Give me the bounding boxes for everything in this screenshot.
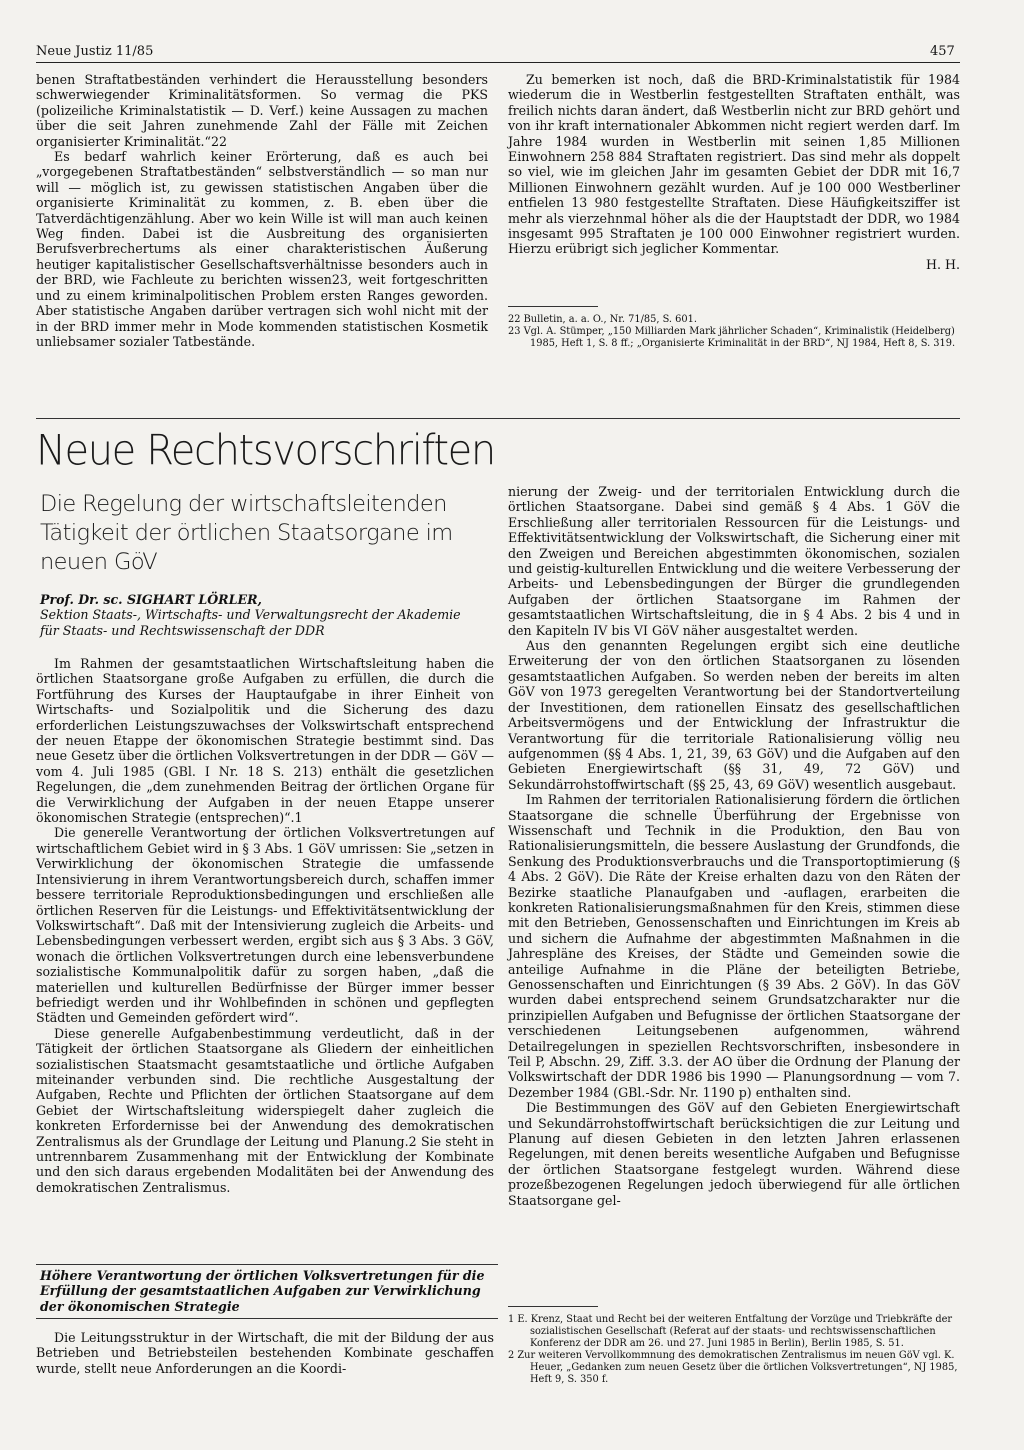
running-header-journal: Neue Justiz 11/85 <box>36 44 154 59</box>
footnote: 2 Zur weiteren Vervollkommnung des demokratischen Zentralismus im neuen GöV vgl. K. Heuer, „Gedanken zum neuen Gesetz über die örtlichen Volksvertretungen“, NJ 1985, Heft 9, S. 350 f. <box>508 1350 958 1385</box>
paragraph: nierung der Zweig- und der territorialen Entwicklung durch die örtlichen Staatsorgane. Dabei sind gemäß § 4 Abs. 1 GöV die Erschließung aller territorialen Ressourcen für die Leistungs- und Effektivitätsentwicklung der Volkswirtschaft, die Sicherung einer mit den Zweigen und Bereichen abgestimmten ökonomischen, sozialen und geistig-kulturellen Entwicklung und die weitere Verbesserung der Arbeits- und Lebensbedingungen der Bürger die grundlegenden Aufgaben der örtlichen Staatsorgane im Rahmen der gesamtstaatlichen Wirtschaftsleitung, die in § 4 Abs. 2 bis 4 und in den Kapiteln IV bis VI GöV näher ausgestaltet werden. <box>508 484 960 638</box>
article-left-bottom <box>36 1330 494 1376</box>
section-rule <box>36 418 960 419</box>
footnote-rule <box>508 1306 598 1307</box>
article-left-column <box>36 656 494 1195</box>
footnote: 1 E. Krenz, Staat und Recht bei der weiteren Entfaltung der Vorzüge und Triebkräfte der sozialistischen Gesellschaft (Referat auf der staats- und rechtswissenschaftlichen Konferenz der DDR am 26. und 27. Juni 1985 in Berlin), Berlin 1985, S. 51. <box>508 1314 953 1349</box>
paragraph: benen Straftatbeständen verhindert die Herausstellung besonders schwerwiegender Kriminalitätsformen. So vermag die PKS (polizeiliche Kriminalstatistik — D. Verf.) keine Aussagen zu machen über die seit Jahren zunehmende Zahl der Fälle mit Zeichen organisierter Kriminalität.“22 <box>36 72 488 149</box>
paragraph: Es bedarf wahrlich keiner Erörterung, daß es auch bei „vorgegebenen Straftatbeständen“ selbstverständlich — so man nur will — möglich ist, zu gewissen statistischen Angaben über die organisierte Kriminalität zu kommen, z. B. eben über die Tatverdächtigenzählung. Aber wo kein Wille ist will man auch keinen Weg finden. Dabei ist die Ausbreitung des organisierten Berufsverbrechertums als einer charakteristischen Äußerung heutiger kapitalistischer Gesellschaftsverhältnisse besonders auch in der BRD, wie Fachleute zu berichten wissen23, weit fortgeschritten und zu einem kriminalpolitischen Problem ersten Ranges geworden. Aber statistische Angaben darüber vertragen sich wohl nicht mit der in der BRD immer mehr in Mode kommenden statistischen Kosmetik unliebsamer sozialer Tatbestände. <box>36 149 488 349</box>
footnotes-top <box>508 314 960 350</box>
paragraph: Aus den genannten Regelungen ergibt sich eine deutliche Erweiterung der von den örtlichen Staatsorganen zu lösenden gesamtstaatlichen Aufgaben. So werden neben der bereits im alten GöV von 1973 geregelten Verantwortung bei der Standortverteilung der Investitionen, dem rationellen Einsatz des gesellschaftlichen Arbeitsvermögens und der Entwicklung der Infrastruktur die Verantwortung für die territoriale Rationalisierung völlig neu aufgenommen (§§ 4 Abs. 1, 21, 39, 63 GöV) und die Aufgaben auf den Gebieten Energiewirtschaft (§§ 31, 49, 72 GöV) und Sekundärrohstoffwirtschaft (§§ 25, 43, 69 GöV) wesentlich ausgebaut. <box>508 638 960 792</box>
paragraph: Die generelle Verantwortung der örtlichen Volksvertretungen auf wirtschaftlichem Gebiet wird in § 3 Abs. 1 GöV umrissen: Sie „setzen in Verwirklichung der ökonomischen Strategie die umfassende Intensivierung in ihrem Verantwortungsbereich durch, schaffen immer bessere territoriale Reproduktionsbedingungen und erschließen alle örtlichen Reserven für die Leistungs- und Effektivitätsentwicklung der Volkswirtschaft“. Daß mit der Intensivierung zugleich die Arbeits- und Lebensbedingungen verbessert werden, ergibt sich aus § 3 Abs. 3 GöV, wonach die örtlichen Volksvertretungen durch eine lebensverbundene sozialistische Kommunalpolitik dafür zu sorgen haben, „daß die materiellen und kulturellen Bedürfnisse der Bürger immer besser befriedigt werden und ihr Wohlbefinden in schönen und gepflegten Städten und Gemeinden gefördert wird“. <box>36 825 495 1026</box>
article-title: Die Regelung der wirtschaftsleitenden Tätigkeit der örtlichen Staatsorgane im neuen GöV <box>40 491 453 575</box>
author-name: Prof. Dr. sc. SIGHART LÖRLER, <box>40 592 262 607</box>
author-block <box>40 592 480 638</box>
footnote: 23 Vgl. A. Stümper, „150 Milliarden Mark jährlicher Schaden“, Kriminalistik (Heidelberg) 1985, Heft 1, S. 8 ff.; „Organisierte Kriminalität in der BRD“, NJ 1984, Heft 8, S. 319. <box>508 326 956 349</box>
section-title: Neue Rechtsvorschriften <box>36 426 495 476</box>
header-rule <box>36 62 960 63</box>
paragraph: Die Bestimmungen des GöV auf den Gebieten Energiewirtschaft und Sekundärrohstoffwirtschaft berücksichtigen die zur Leitung und Planung auf diesen Gebieten in den letzten Jahren erlassenen Regelungen, mit denen bereits wesentliche Aufgaben und Befugnisse der örtlichen Staatsorgane festgelegt wurden. Während diese prozeßbezogenen Regelungen jedoch überwiegend für alle örtlichen Staatsorgane gel- <box>508 1100 960 1208</box>
paragraph: Im Rahmen der territorialen Rationalisierung fördern die örtlichen Staatsorgane die schnelle Überführung der Ergebnisse von Wissenschaft und Technik in die Produktion, den Bau von Rationalisierungsmitteln, die bessere Auslastung der Grundfonds, die Senkung des Produktionsverbrauchs und die Transportoptimierung (§ 4 Abs. 2 GöV). Die Räte der Kreise erhalten dazu von den Räten der Bezirke staatliche Planaufgaben und -auflagen, erarbeiten die konkreten Rationalisierungsmaßnahmen für den Kreis, stimmen diese mit den Betrieben, Genossenschaften und Einrichtungen im Kreis ab und sichern die Aufnahme der abgestimmten Maßnahmen in die Jahrespläne des Kreises, der Städte und Gemeinden sowie die anteilige Aufnahme in die Pläne der beteiligten Betriebe, Genossenschaften und Einrichtungen (§ 39 Abs. 2 GöV). In das GöV wurden dabei entsprechend seinem Grundsatzcharakter nur die prinzipiellen Aufgaben und Befugnisse der örtlichen Staatsorgane der verschiedenen Leitungsebenen aufgenommen, während Detailregelungen in speziellen Rechtsvorschriften, insbesondere in Teil P, Abschn. 29, Ziff. 3.3. der AO über die Ordnung der Planung der Volkswirtschaft der DDR 1986 bis 1990 — Planungsordnung — vom 7. Dezember 1984 (GBl.-Sdr. Nr. 1190 p) enthalten sind. <box>508 792 960 1100</box>
article-right-column <box>508 484 960 1208</box>
paragraph: Die Leitungsstruktur in der Wirtschaft, die mit der Bildung der aus Betrieben und Betriebsteilen bestehenden Kombinate geschaffen wurde, stellt neue Anforderungen an die Koordi- <box>36 1330 494 1376</box>
top-left-column <box>36 72 488 349</box>
paragraph: Zu bemerken ist noch, daß die BRD-Kriminalstatistik für 1984 wiederum die in Westberlin festgestellten Straftaten enthält, was freilich nichts daran ändert, daß Westberlin nicht zur BRD gehört und von ihr kraft internationaler Abkommen nicht regiert werden darf. Im Jahre 1984 wurden in Westberlin mit seinen 1,85 Millionen Einwohnern 258 884 Straftaten registriert. Das sind mehr als doppelt so viel, wie im gleichen Jahr im gesamten Gebiet der DDR mit 16,7 Millionen Einwohnern gezählt wurden. Auf je 100 000 Westberliner entfielen 13 980 festgestellte Straftaten. Diese Häufigkeitsziffer ist mehr als vierzehnmal höher als die der Hauptstadt der DDR, wo 1984 insgesamt 995 Straftaten je 100 000 Einwohner registriert wurden. Hierzu erübrigt sich jeglicher Kommentar. <box>508 72 960 257</box>
top-right-column <box>508 72 960 272</box>
paragraph: Im Rahmen der gesamtstaatlichen Wirtschaftsleitung haben die örtlichen Staatsorgane große Aufgaben zu erfüllen, die durch die Fortführung des Kurses der Hauptaufgabe in ihrer Einheit von Wirtschafts- und Sozialpolitik und die Sicherung des dazu erforderlichen Leistungszuwachses der Volkswirtschaft entsprechend der neuen Etappe der ökonomischen Strategie bestimmt sind. Das neue Gesetz über die örtlichen Volksvertretungen in der DDR — GöV — vom 4. Juli 1985 (GBl. I Nr. 18 S. 213) enthält die gesetzlichen Regelungen, die „dem zunehmenden Beitrag der örtlichen Organe für die Verwirklichung der Aufgaben in der neuen Etappe unserer ökonomischen Strategie (entsprechen)“.1 <box>36 656 494 826</box>
author-affiliation: Sektion Staats-, Wirtschafts- und Verwaltungsrecht der Akademie für Staats- und Rechtswissenschaft der DDR <box>40 607 461 638</box>
footnote-rule <box>508 306 598 307</box>
footnotes-bottom <box>508 1314 960 1386</box>
signature: H. H. <box>926 256 960 272</box>
footnote: 22 Bulletin, a. a. O., Nr. 71/85, S. 601. <box>508 314 697 325</box>
paragraph: Diese generelle Aufgabenbestimmung verdeutlicht, daß in der Tätigkeit der örtlichen Staatsorgane als Gliedern der einheitlichen sozialistischen Staatsmacht gesamtstaatliche und örtliche Aufgaben miteinander verbunden sind. Die rechtliche Ausgestaltung der Aufgaben, Rechte und Pflichten der örtlichen Staatsorgane auf dem Gebiet der Wirtschaftsleitung widerspiegelt daher zugleich die konkreten Erfordernisse bei der Anwendung des demokratischen Zentralismus als der Grundlage der Leitung und Planung.2 Sie steht in untrennbarem Zusammenhang mit der Entwicklung der Kombinate und den sich daraus ergebenden Modalitäten bei der Anwendung des demokratischen Zentralismus. <box>36 1025 494 1195</box>
page-number: 457 <box>930 44 955 59</box>
subheading: Höhere Verantwortung der örtlichen Volksvertretungen für die Erfüllung der gesamtstaatlichen Aufgaben zur Verwirklichung der ökonomischen Strategie <box>36 1264 498 1319</box>
